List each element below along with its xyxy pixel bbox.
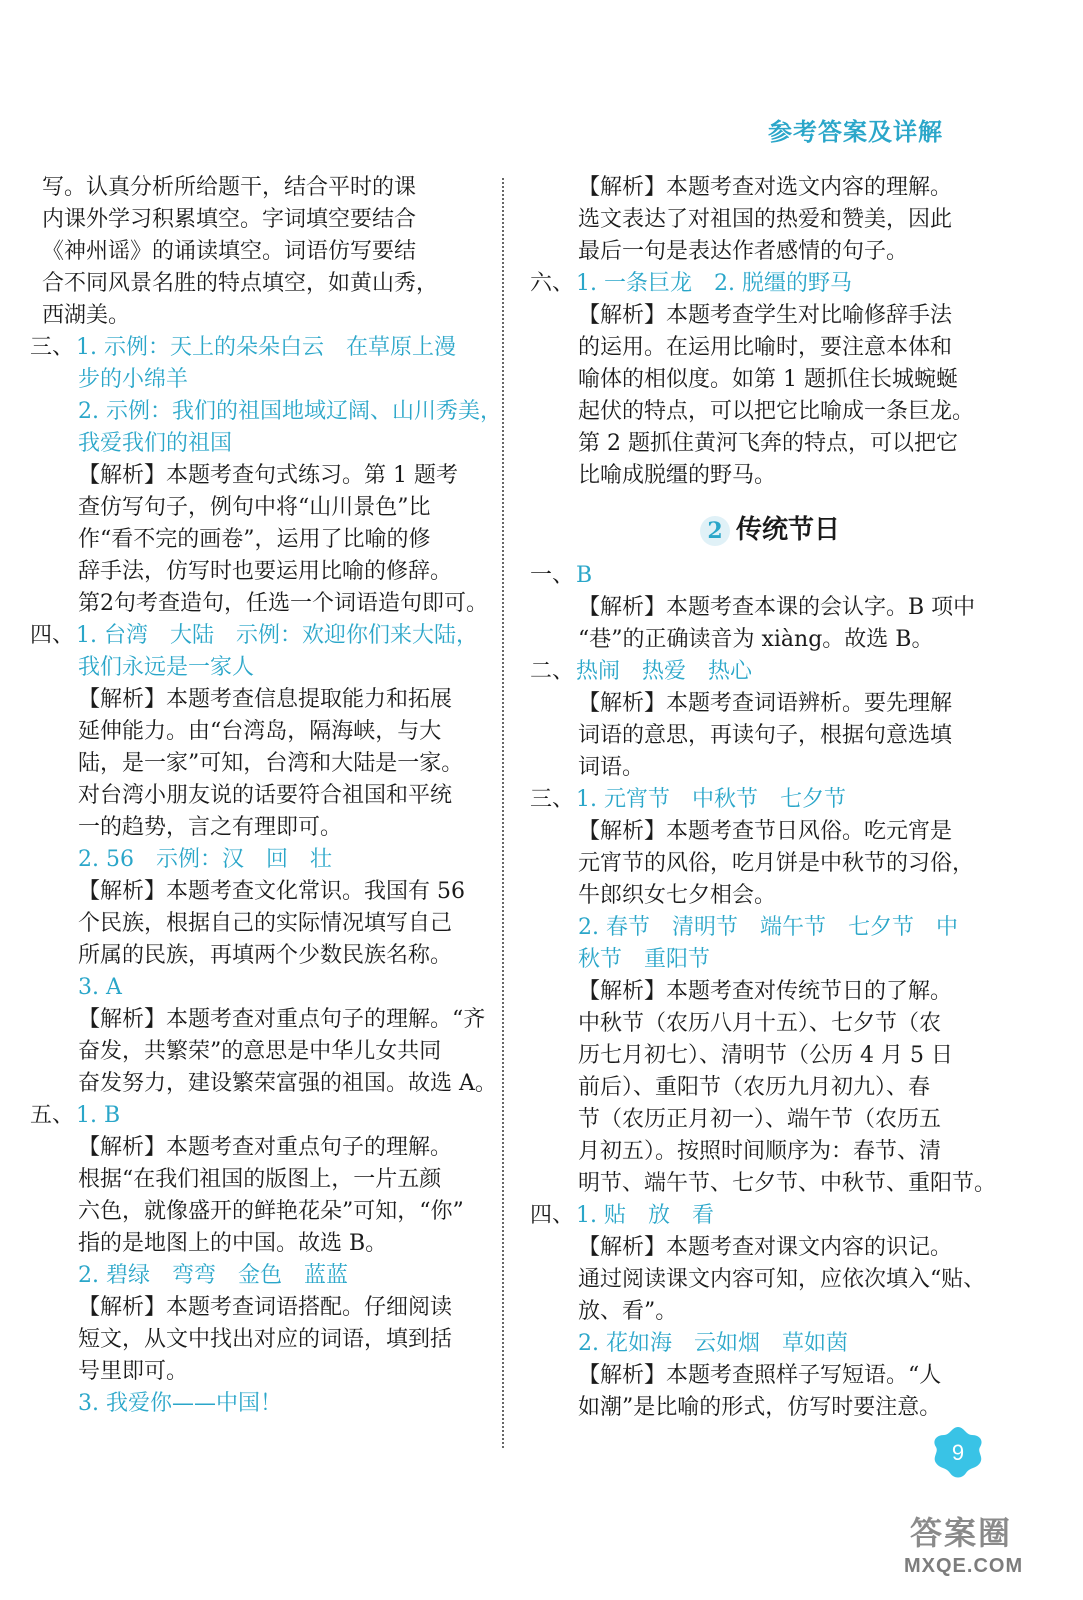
right-col-line [530, 460, 1010, 492]
right-column-part-2 [530, 560, 1010, 1424]
right-col-line [530, 1360, 1010, 1392]
left-col-line [30, 876, 500, 908]
right-col-text: 通过阅读课文内容可知，应依次填入“贴、 [578, 1267, 986, 1292]
right-col-line [530, 1296, 1010, 1328]
left-col-line [30, 620, 500, 652]
right-col-line [530, 592, 1010, 624]
left-col-text: 3. 我爱你——中国！ [78, 1391, 282, 1416]
right-col-line [530, 396, 1010, 428]
left-col-line [30, 1388, 500, 1420]
right-col-line [530, 300, 1010, 332]
left-col-line [30, 268, 500, 300]
right-col-text: 【解析】本题考查节日风俗。吃元宵是 [578, 819, 953, 844]
left-col-text: 辞手法，仿写时也要运用比喻的修辞。 [78, 559, 453, 584]
page-number: 9 [951, 1440, 965, 1465]
watermark-logo-text: 答案圈 [910, 1514, 1013, 1552]
right-col-line [530, 1264, 1010, 1296]
section-heading [530, 510, 1010, 550]
left-col-line [30, 1068, 500, 1100]
left-col-text: 【解析】本题考查对重点句子的理解。“齐 [78, 1007, 486, 1032]
left-col-text: 【解析】本题考查对重点句子的理解。 [78, 1135, 453, 1160]
right-col-text: 秋节 重阳节 [578, 947, 711, 972]
left-col-text: 《神州谣》的诵读填空。词语仿写要结 [42, 239, 417, 264]
right-col-line [530, 268, 1010, 300]
question-group-label: 四、 [530, 1203, 575, 1228]
right-col-text: 放、看”。 [578, 1299, 678, 1324]
right-col-line [530, 752, 1010, 784]
right-col-line [530, 1168, 1010, 1200]
left-col-line [30, 300, 500, 332]
right-col-line [530, 428, 1010, 460]
right-col-line [530, 172, 1010, 204]
right-col-text: 节（农历正月初一）、端午节（农历五 [578, 1107, 942, 1132]
right-col-line [530, 1200, 1010, 1232]
right-col-line [530, 848, 1010, 880]
right-col-text: 【解析】本题考查照样子写短语。“人 [578, 1363, 942, 1388]
left-col-text: 奋发，共繁荣”的意思是中华儿女共同 [78, 1039, 442, 1064]
right-col-text: 2. 春节 清明节 端午节 七夕节 中 [578, 915, 958, 940]
question-group-label: 五、 [30, 1103, 75, 1128]
left-col-text: 合不同风景名胜的特点填空，如黄山秀， [42, 271, 439, 296]
question-group-label: 三、 [30, 335, 75, 360]
left-col-text: 我们永远是一家人 [78, 655, 255, 680]
left-col-text: 1. 台湾 大陆 示例：欢迎你们来大陆， [76, 623, 478, 648]
left-col-text: 指的是地图上的中国。故选 B。 [78, 1231, 388, 1256]
right-col-text: 【解析】本题考查词语辨析。要先理解 [578, 691, 953, 716]
question-group-label: 三、 [530, 787, 575, 812]
right-col-line [530, 976, 1010, 1008]
left-col-line [30, 844, 500, 876]
left-col-line [30, 1004, 500, 1036]
left-col-text: 奋发努力，建设繁荣富强的祖国。故选 A。 [78, 1071, 497, 1096]
left-col-line [30, 460, 500, 492]
right-col-text: 2. 花如海 云如烟 草如茵 [578, 1331, 848, 1356]
left-col-line [30, 972, 500, 1004]
left-col-line [30, 428, 500, 460]
left-col-line [30, 492, 500, 524]
right-col-line [530, 1040, 1010, 1072]
left-col-line [30, 1100, 500, 1132]
left-col-text: 1. B [76, 1103, 121, 1128]
left-col-line [30, 652, 500, 684]
right-col-line [530, 816, 1010, 848]
right-col-line [530, 1136, 1010, 1168]
right-col-text: 比喻成脱缰的野马。 [578, 463, 777, 488]
left-col-text: 写。认真分析所给题干，结合平时的课 [42, 175, 417, 200]
left-col-line [30, 748, 500, 780]
left-col-text: 所属的民族，再填两个少数民族名称。 [78, 943, 453, 968]
right-col-line [530, 1392, 1010, 1424]
right-col-text: 元宵节的风俗，吃月饼是中秋节的习俗， [578, 851, 975, 876]
right-col-text: 1. 元宵节 中秋节 七夕节 [576, 787, 846, 812]
left-col-line [30, 524, 500, 556]
question-group-label: 二、 [530, 659, 575, 684]
right-col-line [530, 880, 1010, 912]
right-col-text: 月初五）。按照时间顺序为：春节、清 [578, 1139, 942, 1164]
right-col-text: 最后一句是表达作者感情的句子。 [578, 239, 909, 264]
right-col-line [530, 1232, 1010, 1264]
left-col-line [30, 236, 500, 268]
left-col-text: 六色，就像盛开的鲜艳花朵”可知，“你” [78, 1199, 464, 1224]
section-title: 传统节日 [735, 515, 840, 545]
right-col-line [530, 1008, 1010, 1040]
right-col-text: 1. 贴 放 看 [576, 1203, 714, 1228]
left-col-line [30, 1036, 500, 1068]
right-col-text: 【解析】本题考查学生对比喻修辞手法 [578, 303, 953, 328]
left-col-text: 查仿写句子，例句中将“山川景色”比 [78, 495, 431, 520]
left-col-line [30, 1260, 500, 1292]
right-col-text: “巷”的正确读音为 xiàng。故选 B。 [578, 627, 934, 652]
left-col-text: 【解析】本题考查词语搭配。仔细阅读 [78, 1295, 453, 1320]
left-col-line [30, 1196, 500, 1228]
left-col-line [30, 780, 500, 812]
left-col-line [30, 556, 500, 588]
left-col-text: 作“看不完的画卷”，运用了比喻的修 [78, 527, 431, 552]
left-col-line [30, 1292, 500, 1324]
left-col-line [30, 1164, 500, 1196]
watermark-url: MXQE.COM [904, 1555, 1024, 1577]
left-col-line [30, 204, 500, 236]
left-column [30, 172, 500, 1420]
left-col-text: 延伸能力。由“台湾岛，隔海峡，与大 [78, 719, 442, 744]
right-col-text: 热闹 热爱 热心 [576, 659, 753, 684]
right-col-line [530, 560, 1010, 592]
right-col-line [530, 236, 1010, 268]
right-col-line [530, 688, 1010, 720]
right-column-part-1 [530, 172, 1010, 492]
right-col-line [530, 912, 1010, 944]
left-col-text: 内课外学习积累填空。字词填空要结合 [42, 207, 417, 232]
left-col-text: 我爱我们的祖国 [78, 431, 233, 456]
left-col-text: 3. A [78, 975, 122, 1000]
left-col-line [30, 1324, 500, 1356]
left-col-text: 个民族，根据自己的实际情况填写自己 [78, 911, 453, 936]
left-col-line [30, 1356, 500, 1388]
left-col-line [30, 396, 500, 428]
right-col-text: 1. 一条巨龙 2. 脱缰的野马 [576, 271, 852, 296]
right-col-line [530, 204, 1010, 236]
right-col-text: 牛郎织女七夕相会。 [578, 883, 777, 908]
left-col-text: 对台湾小朋友说的话要符合祖国和平统 [78, 783, 453, 808]
right-col-line [530, 364, 1010, 396]
left-col-text: 步的小绵羊 [78, 367, 189, 392]
right-col-line [530, 720, 1010, 752]
left-col-line [30, 684, 500, 716]
left-col-line [30, 908, 500, 940]
right-col-text: 的运用。在运用比喻时，要注意本体和 [578, 335, 953, 360]
column-divider [502, 178, 504, 1448]
right-col-text: B [576, 563, 593, 588]
right-col-line [530, 624, 1010, 656]
left-col-text: 一的趋势，言之有理即可。 [78, 815, 343, 840]
right-col-text: 词语的意思，再读句子，根据句意选填 [578, 723, 953, 748]
right-col-line [530, 1328, 1010, 1360]
left-col-text: 1. 示例：天上的朵朵白云 在草原上漫 [76, 335, 456, 360]
right-col-text: 【解析】本题考查对传统节日的了解。 [578, 979, 953, 1004]
question-group-label: 一、 [530, 563, 575, 588]
right-col-line [530, 1104, 1010, 1136]
left-col-text: 第2句考查造句，任选一个词语造句即可。 [78, 591, 488, 616]
left-col-text: 西湖美。 [42, 303, 131, 328]
right-col-text: 前后）、重阳节（农历九月初九）、春 [578, 1075, 931, 1100]
right-col-text: 如潮”是比喻的形式，仿写时要注意。 [578, 1395, 942, 1420]
left-col-line [30, 332, 500, 364]
left-col-line [30, 588, 500, 620]
right-col-line [530, 332, 1010, 364]
right-col-text: 【解析】本题考查本课的会认字。B 项中 [578, 595, 976, 620]
left-col-line [30, 364, 500, 396]
left-col-line [30, 172, 500, 204]
left-col-text: 【解析】本题考查信息提取能力和拓展 [78, 687, 453, 712]
right-col-text: 第 2 题抓住黄河飞奔的特点，可以把它 [578, 431, 958, 456]
left-col-line [30, 812, 500, 844]
left-col-text: 2. 碧绿 弯弯 金色 蓝蓝 [78, 1263, 348, 1288]
left-col-text: 【解析】本题考查句式练习。第 1 题考 [78, 463, 458, 488]
left-col-line [30, 1228, 500, 1260]
right-col-text: 【解析】本题考查对选文内容的理解。 [578, 175, 953, 200]
left-col-line [30, 716, 500, 748]
right-col-text: 起伏的特点，可以把它比喻成一条巨龙。 [578, 399, 975, 424]
right-col-line [530, 784, 1010, 816]
left-col-text: 号里即可。 [78, 1359, 189, 1384]
left-col-text: 2. 56 示例：汉 回 壮 [78, 847, 332, 872]
question-group-label: 四、 [30, 623, 75, 648]
right-col-text: 喻体的相似度。如第 1 题抓住长城蜿蜒 [578, 367, 958, 392]
left-col-text: 2. 示例：我们的祖国地域辽阔、山川秀美， [78, 399, 502, 424]
left-col-text: 陆，是一家”可知，台湾和大陆是一家。 [78, 751, 464, 776]
page-header-title: 参考答案及详解 [768, 117, 943, 146]
right-col-text: 词语。 [578, 755, 645, 780]
right-col-text: 选文表达了对祖国的热爱和赞美，因此 [578, 207, 953, 232]
right-column [530, 172, 1010, 1424]
left-col-line [30, 940, 500, 972]
right-col-text: 明节、端午节、七夕节、中秋节、重阳节。 [578, 1171, 997, 1196]
section-number-badge: 2 [700, 516, 730, 546]
right-col-line [530, 944, 1010, 976]
left-col-text: 【解析】本题考查文化常识。我国有 56 [78, 879, 465, 904]
left-col-line [30, 1132, 500, 1164]
right-col-text: 中秋节（农历八月十五）、七夕节（农 [578, 1011, 942, 1036]
right-col-text: 【解析】本题考查对课文内容的识记。 [578, 1235, 953, 1260]
right-col-line [530, 656, 1010, 688]
left-col-text: 短文，从文中找出对应的词语，填到括 [78, 1327, 453, 1352]
question-group-label: 六、 [530, 271, 575, 296]
right-col-line [530, 1072, 1010, 1104]
left-col-text: 根据“在我们祖国的版图上，一片五颜 [78, 1167, 442, 1192]
right-col-text: 历七月初七）、清明节（公历 4 月 5 日 [578, 1043, 953, 1068]
